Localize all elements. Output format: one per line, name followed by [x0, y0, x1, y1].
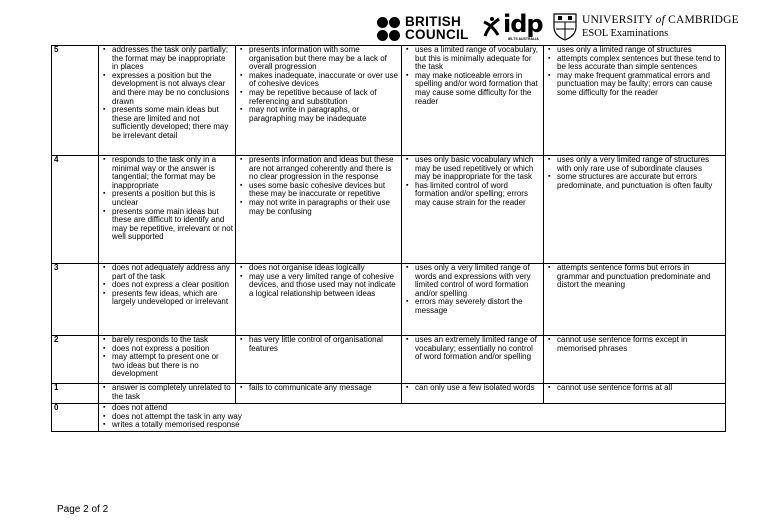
descriptor-item: ▪ addresses the task only partially; the format may be inappropriate in places — [101, 46, 233, 72]
band-zero-cell — [99, 404, 726, 432]
descriptor-item: ▪ expresses a position but the development is not always clear and there may be no conclusions drawn — [101, 72, 233, 106]
descriptor-item: ▪ some structures are accurate but errors predominate, and punctuation is often faulty — [546, 173, 723, 190]
descriptor-item: ▪ responds to the task only in a minimal way or the answer is tangential; the format may be inappropriate — [101, 156, 233, 190]
descriptor-item: ▪ presents some main ideas but these are limited and not sufficiently developed; there may be irrelevant detail — [101, 106, 233, 140]
descriptor-item: ▪ may use a very limited range of cohesive devices, and those used may not indicate a logical relationship between ideas — [238, 273, 399, 299]
descriptor-item: ▪ cannot use sentence forms at all — [546, 384, 723, 393]
descriptor-item: ▪ writes a totally memorised response — [101, 421, 723, 430]
idp-swirl-icon — [482, 16, 502, 38]
descriptor-item: ▪ does not organise ideas logically — [238, 264, 399, 273]
lexical-resource-cell — [402, 46, 544, 156]
descriptor-item: ▪ attempts sentence forms but errors in grammar and punctuation predominate and distort the meaning — [546, 264, 723, 290]
coherence-cohesion-cell — [236, 264, 402, 336]
descriptor-list — [404, 264, 541, 316]
page-number: Page 2 of 2 — [57, 504, 109, 515]
descriptor-item: ▪ may not write in paragraphs, or paragraphing may be inadequate — [238, 106, 399, 123]
descriptor-list — [101, 404, 723, 430]
band-row — [52, 264, 726, 336]
descriptor-item: ▪ uses only a very limited range of words and expressions with very limited control of word formation and/or spelling — [404, 264, 541, 298]
lexical-resource-cell — [402, 384, 544, 404]
descriptor-item: ▪ may make noticeable errors in spelling and/or word formation that may cause some difficulty for the reader — [404, 72, 541, 106]
descriptor-list — [546, 46, 723, 98]
descriptor-list — [546, 336, 723, 353]
descriptor-item: ▪ may be repetitive because of lack of referencing and substitution — [238, 89, 399, 106]
idp-wordmark: idp — [503, 10, 543, 38]
task-response-cell — [99, 384, 236, 404]
descriptor-list — [238, 384, 399, 393]
descriptor-item: ▪ fails to communicate any message — [238, 384, 399, 393]
lexical-resource-cell — [402, 264, 544, 336]
lexical-resource-cell — [402, 156, 544, 264]
descriptor-item: ▪ does not attend — [101, 404, 723, 413]
idp-logo — [482, 10, 543, 44]
band-score: 4 — [52, 156, 99, 264]
descriptor-list — [101, 384, 233, 401]
descriptor-list — [546, 156, 723, 190]
british-council-dots-icon — [377, 16, 401, 42]
coherence-cohesion-cell — [236, 46, 402, 156]
descriptor-list — [238, 264, 399, 298]
descriptor-item: ▪ barely responds to the task — [101, 336, 233, 345]
descriptor-item: ▪ may attempt to present one or two ideas but there is no development — [101, 353, 233, 379]
british-council-logo — [377, 15, 467, 45]
descriptor-item: ▪ presents information with some organisation but there may be a lack of overall progression — [238, 46, 399, 72]
logo-header — [0, 10, 776, 46]
band-row — [52, 156, 726, 264]
descriptor-list — [404, 46, 541, 106]
descriptor-item: ▪ presents some main ideas but these are difficult to identify and may be repetitive, irrelevant or not well supported — [101, 208, 233, 242]
cambridge-shield-icon — [553, 13, 577, 41]
band-score: 3 — [52, 264, 99, 336]
descriptor-item: ▪ has very little control of organisational features — [238, 336, 399, 353]
grammar-accuracy-cell — [544, 336, 726, 384]
descriptor-list — [238, 336, 399, 353]
lexical-resource-cell — [402, 336, 544, 384]
descriptor-item: ▪ makes inadequate, inaccurate or over use of cohesive devices — [238, 72, 399, 89]
descriptor-item: ▪ presents few ideas, which are largely undeveloped or irrelevant — [101, 290, 233, 307]
descriptor-list — [404, 156, 541, 208]
descriptor-list — [404, 384, 541, 393]
band-row — [52, 404, 726, 432]
cambridge-university-name: UNIVERSITY of CAMBRIDGE — [582, 14, 739, 26]
descriptor-list — [101, 336, 233, 379]
cambridge-logo — [553, 13, 739, 45]
descriptor-item: ▪ uses only basic vocabulary which may be used repetitively or which may be inappropriate for the task — [404, 156, 541, 182]
coherence-cohesion-cell — [236, 336, 402, 384]
descriptor-item: ▪ does not adequately address any part of the task — [101, 264, 233, 281]
descriptor-item: ▪ uses an extremely limited range of vocabulary; essentially no control of word formation and/or spelling — [404, 336, 541, 362]
coherence-cohesion-cell — [236, 384, 402, 404]
task-response-cell — [99, 46, 236, 156]
descriptor-item: ▪ does not attempt the task in any way — [101, 413, 723, 422]
descriptor-item: ▪ does not express a position — [101, 345, 233, 354]
grammar-accuracy-cell — [544, 46, 726, 156]
descriptor-item: ▪ cannot use sentence forms except in memorised phrases — [546, 336, 723, 353]
band-row — [52, 384, 726, 404]
descriptor-item: ▪ may not write in paragraphs or their use may be confusing — [238, 199, 399, 216]
descriptor-item: ▪ uses only a limited range of structures — [546, 46, 723, 55]
grammar-accuracy-cell — [544, 384, 726, 404]
descriptor-item: ▪ does not express a clear position — [101, 281, 233, 290]
descriptor-item: ▪ answer is completely unrelated to the task — [101, 384, 233, 401]
descriptor-list — [546, 264, 723, 290]
descriptor-item: ▪ has limited control of word formation and/or spelling; errors may cause strain for the reader — [404, 182, 541, 208]
band-score: 5 — [52, 46, 99, 156]
descriptor-item: ▪ uses only a very limited range of structures with only rare use of subordinate clauses — [546, 156, 723, 173]
band-score: 2 — [52, 336, 99, 384]
descriptor-item: ▪ can only use a few isolated words — [404, 384, 541, 393]
descriptor-list — [101, 264, 233, 307]
grammar-accuracy-cell — [544, 156, 726, 264]
band-row — [52, 336, 726, 384]
descriptor-item: ▪ uses some basic cohesive devices but these may be inaccurate or repetitive — [238, 182, 399, 199]
descriptor-list — [404, 336, 541, 362]
british-council-wordmark: BRITISH COUNCIL — [405, 14, 469, 42]
descriptor-item: ▪ presents a position but this is unclear — [101, 190, 233, 207]
descriptor-item: ▪ uses a limited range of vocabulary, but this is minimally adequate for the task — [404, 46, 541, 72]
band-score: 0 — [52, 404, 99, 432]
coherence-cohesion-cell — [236, 156, 402, 264]
task-response-cell — [99, 156, 236, 264]
descriptor-list — [101, 156, 233, 242]
idp-tagline: IELTS AUSTRALIA — [508, 37, 539, 41]
descriptor-item: ▪ presents information and ideas but these are not arranged coherently and there is no clear progression in the response — [238, 156, 399, 182]
band-score: 1 — [52, 384, 99, 404]
descriptor-list — [238, 46, 399, 123]
descriptor-list — [101, 46, 233, 141]
descriptor-item: ▪ may make frequent grammatical errors and punctuation may be faulty; errors can cause some difficulty for the reader — [546, 72, 723, 98]
descriptor-item: ▪ errors may severely distort the message — [404, 298, 541, 315]
grammar-accuracy-cell — [544, 264, 726, 336]
descriptor-list — [546, 384, 723, 393]
band-descriptor-table — [51, 45, 726, 432]
task-response-cell — [99, 336, 236, 384]
task-response-cell — [99, 264, 236, 336]
descriptor-item: ▪ attempts complex sentences but these tend to be less accurate than simple sentences — [546, 55, 723, 72]
descriptor-list — [238, 156, 399, 216]
band-row — [52, 46, 726, 156]
cambridge-esol-label: ESOL Examinations — [582, 28, 669, 39]
